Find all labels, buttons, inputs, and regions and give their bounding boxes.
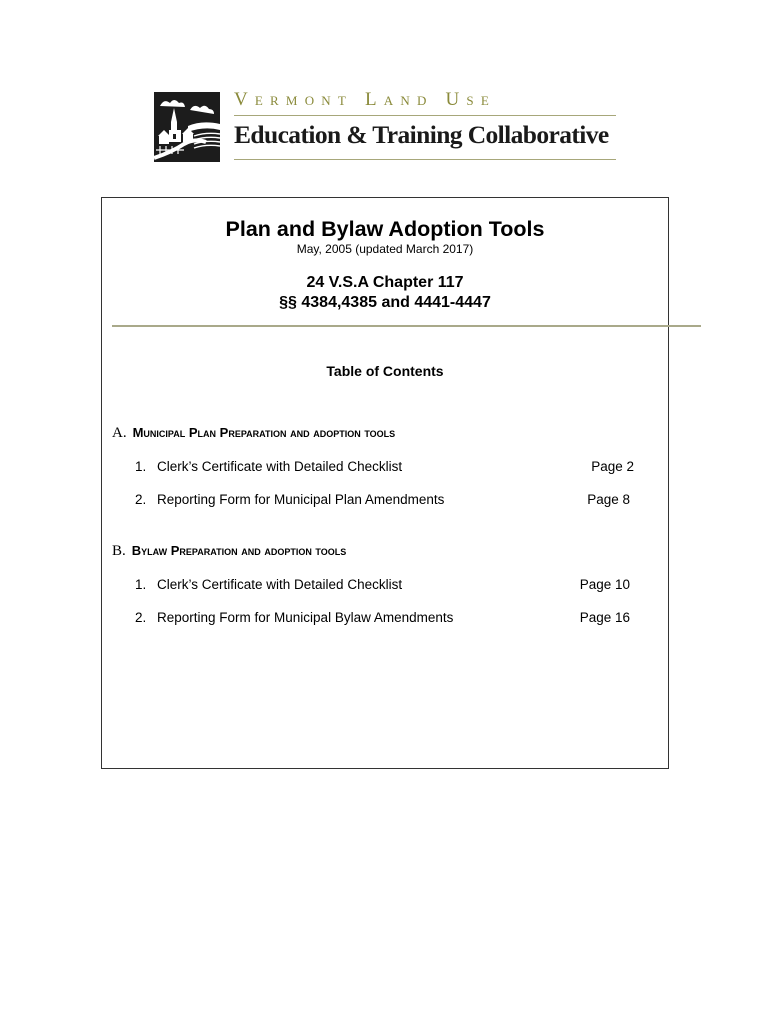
statute-chapter: 24 V.S.A Chapter 117 xyxy=(306,274,464,291)
logo-divider-bottom xyxy=(234,159,616,160)
toc-heading: Table of Contents xyxy=(326,363,444,379)
toc-item-number: 2. xyxy=(135,492,147,507)
toc-item-b1[interactable] xyxy=(135,576,402,594)
toc-section-a xyxy=(112,424,395,442)
title-page-box xyxy=(101,197,669,769)
toc-item-label: Clerk’s Certificate with Detailed Checklist xyxy=(157,577,403,592)
toc-item-number: 2. xyxy=(135,610,147,625)
toc-item-label: Reporting Form for Municipal Plan Amendments xyxy=(157,492,445,507)
vermont-village-logo-icon xyxy=(154,92,220,162)
toc-section-b xyxy=(112,542,346,560)
toc-item-a2[interactable] xyxy=(135,491,444,509)
toc-page-b1: Page 10 xyxy=(579,577,630,592)
document-title: Plan and Bylaw Adoption Tools xyxy=(225,217,545,241)
toc-item-label: Clerk’s Certificate with Detailed Checklist xyxy=(157,459,403,474)
logo-subtitle-line: Education & Training Collaborative xyxy=(234,120,609,149)
toc-page-a1: Page 2 xyxy=(591,459,634,474)
logo-title-line: Vermont Land Use xyxy=(234,89,496,110)
section-letter: B. xyxy=(112,543,126,559)
section-letter: A. xyxy=(112,425,127,441)
toc-item-number: 1. xyxy=(135,459,147,474)
horizontal-divider xyxy=(112,325,701,327)
logo-divider-top xyxy=(234,115,616,116)
toc-page-b2: Page 16 xyxy=(579,610,630,625)
toc-item-number: 1. xyxy=(135,577,147,592)
toc-item-label: Reporting Form for Municipal Bylaw Amendments xyxy=(157,610,454,625)
logo-header xyxy=(154,86,616,166)
document-date: May, 2005 (updated March 2017) xyxy=(296,242,474,256)
toc-item-a1[interactable] xyxy=(135,458,402,476)
section-title: Bylaw Preparation and adoption tools xyxy=(131,543,347,558)
statute-sections: §§ 4384,4385 and 4441-4447 xyxy=(279,294,491,311)
toc-item-b2[interactable] xyxy=(135,609,453,627)
section-title: Municipal Plan Preparation and adoption tools xyxy=(132,425,396,440)
toc-page-a2: Page 8 xyxy=(587,492,630,507)
